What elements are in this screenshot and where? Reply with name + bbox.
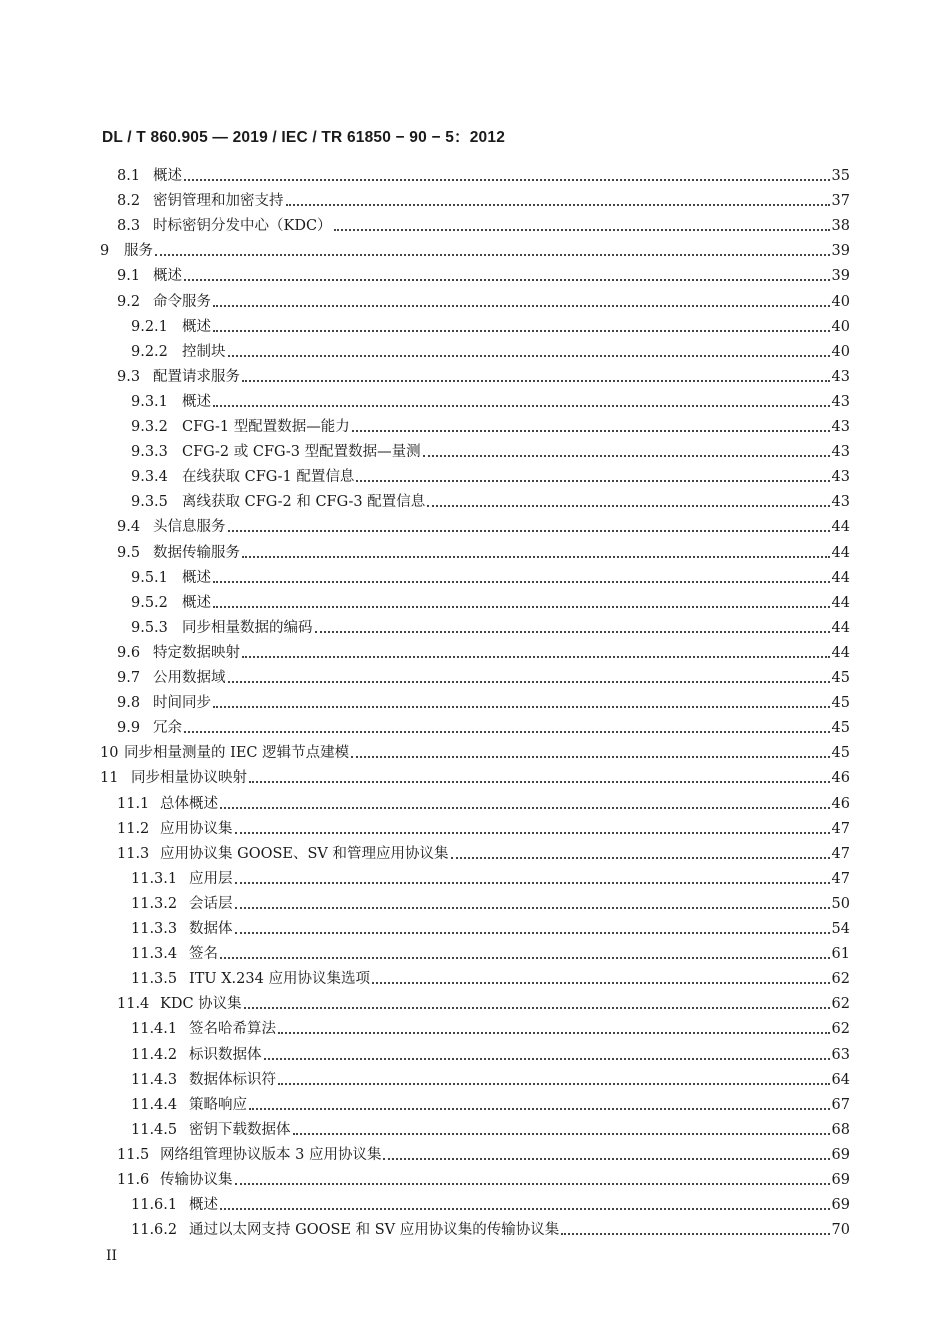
- toc-entry-page: 47: [831, 845, 850, 862]
- toc-entry[interactable]: [117, 185, 850, 210]
- dot-leader: [213, 605, 830, 608]
- toc-entry-title: 命令服务: [153, 293, 211, 310]
- toc-entry[interactable]: [117, 361, 850, 386]
- toc-entry-title: 会话层: [189, 895, 233, 912]
- dot-leader: [278, 1031, 830, 1034]
- toc-entry[interactable]: [131, 863, 850, 888]
- dot-leader: [235, 831, 830, 834]
- dot-leader: [242, 379, 830, 382]
- toc-entry-title: ITU X.234 应用协议集选项: [189, 971, 370, 988]
- toc-entry[interactable]: [131, 1214, 850, 1239]
- toc-entry[interactable]: [117, 160, 850, 185]
- toc-entry-title: KDC 协议集: [160, 996, 242, 1013]
- toc-entry-page: 46: [831, 795, 850, 812]
- toc-entry-number: 9.3.1: [131, 393, 168, 410]
- toc-entry-page: 45: [831, 670, 850, 686]
- toc-entry-number: 9.8: [117, 695, 141, 712]
- dot-leader: [228, 680, 830, 683]
- toc-entry-page: 43: [831, 494, 850, 511]
- dot-leader: [278, 1082, 830, 1085]
- dot-leader: [334, 228, 830, 231]
- toc-entry-title: 头信息服务: [153, 519, 226, 536]
- toc-entry[interactable]: [131, 1039, 850, 1064]
- toc-entry-number: 11.4: [117, 996, 150, 1013]
- toc-entry-page: 44: [831, 644, 850, 661]
- dot-leader: [561, 1232, 829, 1235]
- toc-entry-title: 应用层: [189, 870, 233, 887]
- toc-entry-page: 43: [831, 444, 850, 461]
- toc-entry-number: 9.7: [117, 670, 141, 686]
- toc-entry[interactable]: [117, 637, 850, 662]
- toc-entry[interactable]: [131, 612, 850, 637]
- toc-entry-number: 9: [100, 243, 110, 260]
- toc-entry-number: 9.5.3: [131, 619, 168, 636]
- toc-entry-title: 概述: [189, 1197, 218, 1214]
- dot-leader: [352, 429, 830, 432]
- toc-entry-number: 9.5: [117, 544, 141, 561]
- dot-leader: [235, 1182, 830, 1185]
- toc-entry-number: 9.2.1: [131, 318, 168, 335]
- dot-leader: [244, 1006, 830, 1009]
- toc-entry[interactable]: [131, 562, 850, 587]
- toc-entry-title: 公用数据域: [153, 670, 226, 686]
- toc-entry-page: 43: [831, 393, 850, 410]
- toc-entry-number: 11.6.1: [131, 1197, 178, 1214]
- toc-entry-title: 同步相量数据的编码: [182, 619, 313, 636]
- toc-entry-page: 63: [831, 1046, 850, 1063]
- toc-entry-title: 通过以太网支持 GOOSE 和 SV 应用协议集的传输协议集: [189, 1222, 560, 1239]
- toc-entry-number: 10: [100, 745, 119, 762]
- dot-leader: [427, 504, 829, 507]
- toc-entry-title: 数据传输服务: [153, 544, 240, 561]
- dot-leader: [213, 304, 830, 307]
- toc-entry[interactable]: [131, 411, 850, 436]
- toc-entry-number: 9.5.1: [131, 569, 168, 586]
- toc-entry[interactable]: [131, 587, 850, 612]
- dot-leader: [249, 780, 830, 783]
- dot-leader: [228, 354, 830, 357]
- toc-entry[interactable]: [117, 813, 850, 838]
- toc-entry-number: 9.9: [117, 720, 141, 737]
- dot-leader: [356, 479, 829, 482]
- toc-entry-title: 冗余: [153, 720, 182, 737]
- toc-entry[interactable]: [117, 260, 850, 285]
- toc-entry-page: 50: [831, 895, 850, 912]
- toc-entry-title: 在线获取 CFG-1 配置信息: [182, 469, 355, 486]
- toc-entry-number: 11.4.3: [131, 1071, 178, 1088]
- toc-entry-number: 11.3.5: [131, 971, 178, 988]
- toc-entry-number: 11.4.5: [131, 1121, 178, 1138]
- dot-leader: [286, 203, 830, 206]
- toc-entry-page: 40: [831, 318, 850, 335]
- toc-entry-number: 11: [100, 770, 119, 787]
- toc-entry-page: 40: [831, 293, 850, 310]
- toc-entry-page: 69: [831, 1197, 850, 1214]
- toc-entry-number: 11.6: [117, 1172, 150, 1188]
- toc-entry-number: 9.3: [117, 368, 141, 385]
- toc-entry-number: 9.3.4: [131, 469, 168, 486]
- toc-entry[interactable]: [117, 662, 850, 687]
- dot-leader: [155, 253, 830, 256]
- toc-entry-page: 45: [831, 695, 850, 712]
- toc-entry[interactable]: [131, 1114, 850, 1139]
- toc-entry[interactable]: [131, 386, 850, 411]
- toc-entry-page: 45: [831, 720, 850, 737]
- toc-entry-title: 签名: [189, 946, 218, 963]
- toc-entry-number: 9.3.3: [131, 444, 168, 461]
- toc-entry[interactable]: [131, 486, 850, 511]
- toc-entry-number: 11.1: [117, 795, 150, 812]
- toc-entry-number: 11.3.2: [131, 895, 178, 912]
- toc-entry[interactable]: [131, 938, 850, 963]
- toc-entry-page: 68: [831, 1121, 850, 1138]
- toc-entry-page: 44: [831, 519, 850, 536]
- toc-entry-title: 传输协议集: [160, 1172, 233, 1188]
- dot-leader: [220, 1207, 830, 1210]
- toc-entry-title: CFG-2 或 CFG-3 型配置数据—量测: [182, 444, 421, 461]
- toc-entry[interactable]: [117, 511, 850, 536]
- document-header: DL / T 860.905 — 2019 / IEC / TR 61850 − 90 − 5：2012: [102, 129, 506, 146]
- dot-leader: [372, 981, 830, 984]
- dot-leader: [264, 1057, 830, 1060]
- dot-leader: [249, 1107, 830, 1110]
- toc-entry-number: 9.4: [117, 519, 141, 536]
- toc-entry-page: 62: [831, 971, 850, 988]
- toc-entry[interactable]: [100, 737, 850, 762]
- toc-entry-page: 44: [831, 594, 850, 611]
- toc-entry[interactable]: [117, 1164, 850, 1189]
- dot-leader: [228, 529, 830, 532]
- dot-leader: [235, 931, 830, 934]
- toc-entry-number: 11.3.3: [131, 921, 178, 937]
- toc-entry-page: 44: [831, 619, 850, 636]
- toc-entry-title: 配置请求服务: [153, 368, 240, 385]
- toc-entry-number: 9.1: [117, 268, 141, 285]
- toc-entry-page: 47: [831, 870, 850, 887]
- toc-entry-page: 39: [831, 268, 850, 285]
- toc-entry-page: 69: [831, 1146, 850, 1163]
- toc-entry[interactable]: [131, 888, 850, 913]
- toc-entry-page: 47: [831, 820, 850, 837]
- dot-leader: [213, 705, 830, 708]
- toc-entry-title: 概述: [182, 393, 211, 410]
- toc-entry[interactable]: [131, 913, 850, 938]
- toc-entry-number: 11.5: [117, 1146, 150, 1163]
- toc-entry-title: 概述: [153, 168, 182, 184]
- toc-entry[interactable]: [117, 537, 850, 562]
- toc-entry-number: 9.5.2: [131, 594, 168, 611]
- toc-entry[interactable]: [117, 687, 850, 712]
- toc-entry[interactable]: [131, 1013, 850, 1038]
- toc-entry-title: 密钥管理和加密支持: [153, 193, 284, 210]
- toc-entry[interactable]: [117, 1139, 850, 1164]
- toc-entry-number: 11.3: [117, 845, 150, 862]
- toc-entry-title: 离线获取 CFG-2 和 CFG-3 配置信息: [182, 494, 426, 511]
- dot-leader: [213, 404, 830, 407]
- toc-entry-number: 11.4.1: [131, 1021, 178, 1038]
- toc-entry-title: 数据体标识符: [189, 1071, 276, 1088]
- toc-entry-page: 62: [831, 1021, 850, 1038]
- toc-entry-number: 11.2: [117, 820, 150, 837]
- toc-entry-number: 9.2: [117, 293, 141, 310]
- toc-entry-number: 11.4.4: [131, 1096, 178, 1113]
- toc-entry-page: 69: [831, 1172, 850, 1188]
- toc-entry-title: 密钥下载数据体: [189, 1121, 291, 1138]
- page-number-footer: II: [106, 1248, 118, 1264]
- dot-leader: [184, 730, 830, 733]
- toc-entry[interactable]: [131, 963, 850, 988]
- toc-entry-title: 概述: [182, 318, 211, 335]
- toc-entry-number: 9.6: [117, 644, 141, 661]
- toc-entry-title: 网络组管理协议版本 3 应用协议集: [160, 1146, 382, 1163]
- toc-entry-title: 同步相量测量的 IEC 逻辑节点建模: [124, 745, 350, 762]
- toc-entry-page: 43: [831, 419, 850, 435]
- toc-entry-title: 策略响应: [189, 1096, 247, 1113]
- toc-entry-title: 标识数据体: [189, 1046, 262, 1063]
- toc-entry[interactable]: [100, 762, 850, 787]
- toc-entry-number: 8.3: [117, 218, 141, 235]
- toc-entry[interactable]: [131, 311, 850, 336]
- toc-entry-number: 11.3.4: [131, 946, 178, 963]
- toc-entry-page: 35: [831, 168, 850, 184]
- toc-entry[interactable]: [131, 1189, 850, 1214]
- dot-leader: [451, 856, 830, 859]
- toc-entry-page: 61: [831, 946, 850, 963]
- toc-entry-page: 43: [831, 368, 850, 385]
- dot-leader: [220, 806, 830, 809]
- toc-entry-title: 时标密钥分发中心（KDC）: [153, 218, 332, 235]
- toc-entry-number: 8.2: [117, 193, 141, 210]
- toc-entry-title: 概述: [153, 268, 182, 285]
- toc-entry-title: 概述: [182, 569, 211, 586]
- toc-entry[interactable]: [131, 1089, 850, 1114]
- toc-entry[interactable]: [131, 461, 850, 486]
- toc-entry-number: 9.3.5: [131, 494, 168, 511]
- toc-entry-title: 服务: [124, 243, 153, 260]
- dot-leader: [235, 906, 830, 909]
- dot-leader: [351, 755, 829, 758]
- dot-leader: [423, 454, 830, 457]
- toc-entry-title: 控制块: [182, 343, 226, 360]
- toc-entry-page: 62: [831, 996, 850, 1013]
- toc-entry-page: 43: [831, 469, 850, 486]
- toc-entry[interactable]: [117, 788, 850, 813]
- toc-entry-page: 44: [831, 544, 850, 561]
- toc-entry-page: 38: [831, 218, 850, 235]
- toc-entry-title: CFG-1 型配置数据—能力: [182, 419, 350, 435]
- toc-entry-title: 总体概述: [160, 795, 218, 812]
- dot-leader: [235, 881, 830, 884]
- dot-leader: [213, 329, 830, 332]
- toc-entry[interactable]: [131, 1064, 850, 1089]
- toc-entry-page: 37: [831, 193, 850, 210]
- toc-entry-number: 8.1: [117, 168, 141, 184]
- dot-leader: [242, 555, 830, 558]
- dot-leader: [293, 1132, 830, 1135]
- toc-entry-number: 9.3.2: [131, 419, 168, 435]
- toc-entry[interactable]: [100, 235, 850, 260]
- toc-entry-title: 特定数据映射: [153, 644, 240, 661]
- toc-entry[interactable]: [131, 336, 850, 361]
- toc-entry-title: 时间同步: [153, 695, 211, 712]
- toc-entry-page: 45: [831, 745, 850, 762]
- dot-leader: [213, 580, 830, 583]
- toc-entry-page: 54: [831, 921, 850, 937]
- toc-entry[interactable]: [117, 988, 850, 1013]
- toc-entry-title: 签名哈希算法: [189, 1021, 276, 1038]
- toc-entry-page: 44: [831, 569, 850, 586]
- toc-entry-title: 概述: [182, 594, 211, 611]
- toc-entry-page: 40: [831, 343, 850, 360]
- toc-entry-page: 67: [831, 1096, 850, 1113]
- toc-entry[interactable]: [117, 286, 850, 311]
- dot-leader: [383, 1157, 829, 1160]
- toc-entry-page: 39: [831, 243, 850, 260]
- toc-entry-title: 同步相量协议映射: [131, 770, 247, 787]
- dot-leader: [315, 630, 830, 633]
- toc-entry-number: 11.6.2: [131, 1222, 178, 1239]
- toc-entry-title: 应用协议集: [160, 820, 233, 837]
- toc-entry-title: 数据体: [189, 921, 233, 937]
- toc-entry-title: 应用协议集 GOOSE、SV 和管理应用协议集: [160, 845, 449, 862]
- toc-entry-number: 11.3.1: [131, 870, 178, 887]
- toc-entry[interactable]: [117, 838, 850, 863]
- dot-leader: [184, 278, 830, 281]
- toc-entry[interactable]: [117, 210, 850, 235]
- toc-entry-number: 9.2.2: [131, 343, 168, 360]
- toc-entry-page: 46: [831, 770, 850, 787]
- toc-entry-page: 70: [831, 1222, 850, 1239]
- toc-entry[interactable]: [131, 436, 850, 461]
- toc-entry[interactable]: [117, 712, 850, 737]
- toc-entry-number: 11.4.2: [131, 1046, 178, 1063]
- dot-leader: [184, 178, 830, 181]
- toc-entry-page: 64: [831, 1071, 850, 1088]
- dot-leader: [242, 655, 830, 658]
- dot-leader: [220, 956, 830, 959]
